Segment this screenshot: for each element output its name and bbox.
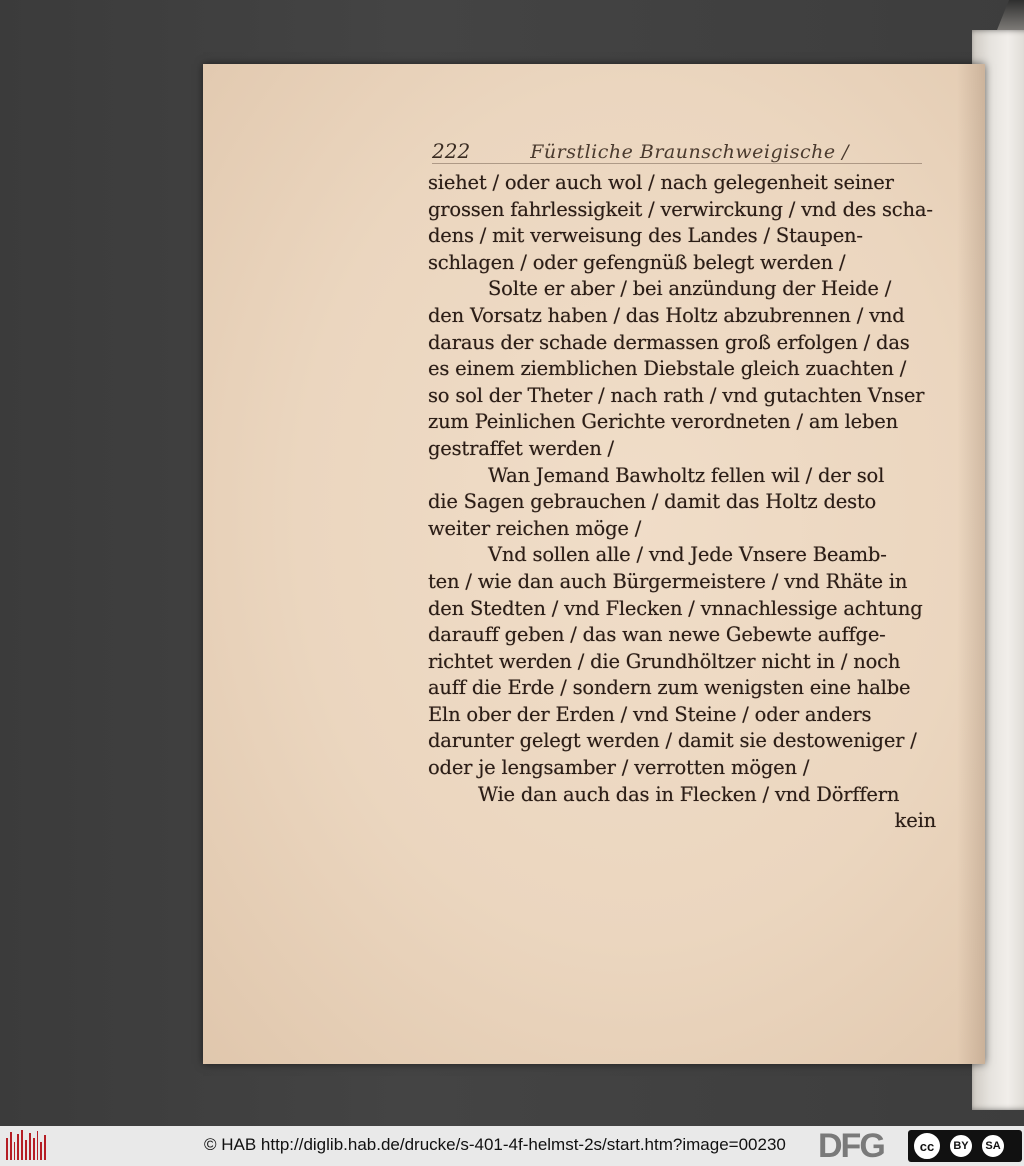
text-line: den Stedten / vnd Flecken / vnnachlessige achtung [428,596,923,620]
text-line: weiter reichen möge / [428,516,642,540]
text-line: daraus der schade dermassen groß erfolgen / das [428,330,910,354]
text-line: auff die Erde / sondern zum wenigsten eine halbe [428,676,911,700]
page-number: 222 [432,139,471,163]
text-line: oder je lengsamber / verrotten mögen / [428,756,810,780]
hab-logo-icon [6,1130,46,1160]
page-header [432,133,922,164]
text-line: ten / wie dan auch Bürgermeistere / vnd Rhäte in [428,569,908,593]
cc-icon: cc [912,1131,942,1161]
text-line: darauff geben / das wan newe Gebewte auffge- [428,623,886,647]
text-line: darunter gelegt werden / damit sie destoweniger / [428,729,917,753]
text-line: es einem ziemblichen Diebstale gleich zuachten / [428,357,907,381]
text-line: grossen fahrlessigkeit / verwirckung / vnd des scha- [428,197,933,221]
copyright-link[interactable]: © HAB http://diglib.hab.de/drucke/s-401-4f-helmst-2s/start.htm?image=00230 [204,1135,786,1154]
text-line: die Sagen gebrauchen / damit das Holtz desto [428,490,877,514]
text-line: Solte er aber / bei anzündung der Heide / [488,277,892,301]
text-line: Eln ober der Erden / vnd Steine / oder anders [428,702,872,726]
cc-license-badge[interactable] [908,1130,1022,1162]
text-line: gestraffet werden / [428,436,614,460]
text-line: Wan Jemand Bawholtz fellen wil / der sol [488,463,885,487]
text-line: Vnd sollen alle / vnd Jede Vnsere Beamb- [488,543,887,567]
text-line: schlagen / oder gefengnüß belegt werden / [428,250,846,274]
dfg-logo: DFG [818,1127,884,1165]
sa-icon: SA [980,1133,1006,1159]
text-line: so sol der Theter / nach rath / vnd gutachten Vnser [428,383,925,407]
running-head: Fürstliche Braunschweigische / [530,141,850,163]
text-line: Wie dan auch das in Flecken / vnd Dörffern [478,782,900,806]
footer-bar [0,1126,1024,1166]
text-line: dens / mit verweisung des Landes / Staupen- [428,224,863,248]
by-icon: BY [948,1133,974,1159]
text-block [428,170,936,835]
text-line: den Vorsatz haben / das Holtz abzubrennen / vnd [428,303,905,327]
text-line: zum Peinlichen Gerichte verordneten / am leben [428,410,898,434]
text-line: richtet werden / die Grundhöltzer nicht in / noch [428,649,901,673]
catchword: kein [894,809,936,833]
text-line: siehet / oder auch wol / nach gelegenheit seiner [428,171,894,194]
